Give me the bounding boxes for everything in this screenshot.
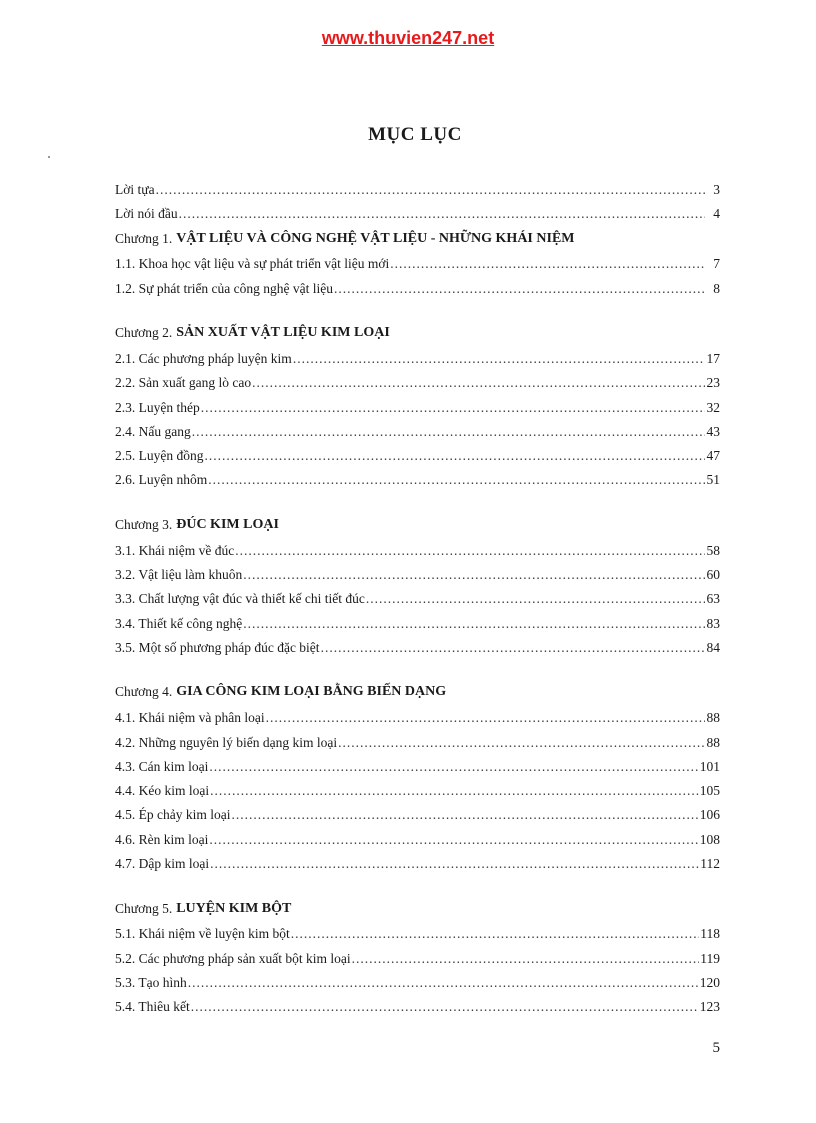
chapter-heading (115, 891, 720, 917)
toc-entry (115, 989, 720, 1013)
toc-entry (115, 822, 720, 846)
section-gap (115, 295, 720, 315)
toc-entry-label: 2.3. Luyện thép (115, 399, 200, 415)
dot-leader (209, 833, 698, 847)
toc-entry-label: Lời nói đầu (115, 206, 178, 222)
toc-entry-label: 3.1. Khái niệm về đúc (115, 542, 235, 558)
toc-entry-page: 4 (713, 206, 720, 222)
dot-leader (266, 711, 705, 725)
dot-leader (156, 183, 705, 197)
dot-leader (210, 857, 699, 871)
toc-entry-page: 101 (699, 758, 720, 774)
chapter-heading (115, 315, 720, 341)
toc-entry-page: 47 (706, 448, 720, 464)
toc-entry-page: 120 (699, 974, 720, 990)
toc-entry-label: 2.1. Các phương pháp luyện kim (115, 350, 292, 366)
dot-leader (191, 1000, 699, 1014)
toc-entry-label: 5.3. Tạo hình (115, 974, 187, 990)
toc-entry-label: 3.4. Thiết kế công nghệ (115, 615, 243, 631)
toc-entry (115, 700, 720, 724)
toc-entry-page: 88 (706, 734, 720, 750)
toc-entry-label: 4.3. Cán kim loại (115, 758, 209, 774)
toc-entry-page: 23 (706, 375, 720, 391)
toc-entry-label: 4.4. Kéo kim loại (115, 783, 210, 799)
chapter-heading (115, 221, 720, 247)
toc-entry-label: 4.2. Những nguyên lý biến dạng kim loại (115, 734, 338, 750)
dot-leader (321, 641, 705, 655)
toc-entry-page: 3 (713, 181, 720, 197)
toc-entry (115, 247, 720, 271)
dot-leader (291, 927, 700, 941)
dot-leader (293, 352, 705, 366)
toc-entry-page: 58 (706, 542, 720, 558)
toc-entry (115, 172, 720, 196)
chapter-heading (115, 507, 720, 533)
toc-entry (115, 941, 720, 965)
toc-entry (115, 582, 720, 606)
toc-entry-page: 7 (713, 256, 720, 272)
dot-leader (231, 808, 698, 822)
toc-entry-page: 105 (699, 783, 720, 799)
dot-leader (366, 592, 705, 606)
toc-entry (115, 725, 720, 749)
chapter-title: LUYỆN KIM BỘT (176, 900, 292, 916)
toc-entry (115, 773, 720, 797)
toc-entry-page: 8 (713, 280, 720, 296)
toc-entry (115, 390, 720, 414)
toc-entry-label: 1.1. Khoa học vật liệu và sự phát triển vật liệu mới (115, 256, 390, 272)
toc-entry-page: 123 (699, 999, 720, 1015)
section-gap (115, 654, 720, 674)
dot-leader (235, 544, 705, 558)
toc-entry-page: 32 (706, 399, 720, 415)
toc-entry-label: 2.5. Luyện đồng (115, 448, 204, 464)
toc-entry-page: 118 (700, 926, 720, 942)
scan-speck (48, 156, 50, 158)
dot-leader (210, 784, 699, 798)
toc-entry (115, 341, 720, 365)
toc-entry (115, 630, 720, 654)
chapter-title: ĐÚC KIM LOẠI (176, 516, 279, 532)
toc-entry-page: 43 (706, 423, 720, 439)
toc-entry-label: 3.3. Chất lượng vật đúc và thiết kế chi tiết đúc (115, 591, 365, 607)
chapter-title: VẬT LIỆU VÀ CÔNG NGHỆ VẬT LIỆU - NHỮNG KHÁI NIỆM (176, 230, 575, 246)
toc-entry (115, 606, 720, 630)
page-title: MỤC LỤC (368, 124, 462, 145)
toc-entry-label: Lời tựa (115, 181, 155, 197)
toc-entry-page: 88 (706, 710, 720, 726)
dot-leader (208, 473, 705, 487)
toc-entry-page: 108 (699, 831, 720, 847)
dot-leader (252, 376, 705, 390)
dot-leader (205, 449, 706, 463)
dot-leader (179, 207, 705, 221)
toc-entry-label: 2.4. Nấu gang (115, 423, 191, 439)
dot-leader (201, 401, 705, 415)
toc-entry (115, 414, 720, 438)
chapter-prefix: Chương 4. (115, 684, 173, 700)
toc-entry (115, 557, 720, 581)
chapter-heading (115, 674, 720, 700)
toc-entry (115, 533, 720, 557)
toc-entry (115, 271, 720, 295)
page-number: 5 (712, 1040, 720, 1056)
chapter-prefix: Chương 5. (115, 900, 173, 916)
toc-entry-label: 2.2. Sản xuất gang lò cao (115, 375, 252, 391)
toc-entry (115, 438, 720, 462)
toc-entry-page: 63 (706, 591, 720, 607)
toc-entry-label: 4.6. Rèn kim loại (115, 831, 209, 847)
dot-leader (352, 952, 700, 966)
toc-entry-page: 17 (706, 350, 720, 366)
chapter-title: SẢN XUẤT VẬT LIỆU KIM LOẠI (176, 325, 390, 341)
dot-leader (188, 976, 699, 990)
toc-entry-label: 4.1. Khái niệm và phân loại (115, 710, 265, 726)
dot-leader (209, 760, 698, 774)
chapter-title: GIA CÔNG KIM LOẠI BẰNG BIẾN DẠNG (176, 684, 447, 700)
toc-entry-label: 2.6. Luyện nhôm (115, 472, 208, 488)
dot-leader (243, 568, 705, 582)
toc-entry (115, 917, 720, 941)
toc-entry-label: 5.1. Khái niệm về luyện kim bột (115, 926, 290, 942)
toc-entry-page: 83 (706, 615, 720, 631)
toc-entry-label: 5.2. Các phương pháp sản xuất bột kim loại (115, 950, 351, 966)
toc-entry (115, 365, 720, 389)
toc-entry (115, 965, 720, 989)
dot-leader (243, 617, 705, 631)
toc-entry (115, 846, 720, 870)
section-gap (115, 487, 720, 507)
dot-leader (192, 425, 705, 439)
toc-entry-label: 4.7. Dập kim loại (115, 856, 210, 872)
toc-entry-label: 3.5. Một số phương pháp đúc đặc biệt (115, 639, 320, 655)
table-of-contents (115, 172, 720, 1014)
toc-entry-page: 119 (700, 950, 720, 966)
toc-entry (115, 798, 720, 822)
dot-leader (334, 282, 705, 296)
toc-entry-page: 60 (706, 567, 720, 583)
toc-entry-label: 4.5. Ép chảy kim loại (115, 807, 231, 823)
toc-entry (115, 196, 720, 220)
toc-entry-label: 3.2. Vật liệu làm khuôn (115, 567, 243, 583)
dot-leader (390, 257, 705, 271)
chapter-prefix: Chương 2. (115, 325, 173, 341)
toc-entry (115, 749, 720, 773)
section-gap (115, 871, 720, 891)
chapter-prefix: Chương 1. (115, 230, 173, 246)
toc-entry-page: 84 (706, 639, 720, 655)
toc-entry-page: 51 (706, 472, 720, 488)
dot-leader (338, 736, 705, 750)
watermark-link[interactable]: www.thuvien247.net (321, 28, 495, 48)
toc-entry-label: 5.4. Thiêu kết (115, 999, 190, 1015)
toc-entry-page: 112 (700, 856, 720, 872)
toc-entry (115, 463, 720, 487)
toc-entry-page: 106 (699, 807, 720, 823)
chapter-prefix: Chương 3. (115, 516, 173, 532)
toc-entry-label: 1.2. Sự phát triển của công nghệ vật liệu (115, 280, 334, 296)
